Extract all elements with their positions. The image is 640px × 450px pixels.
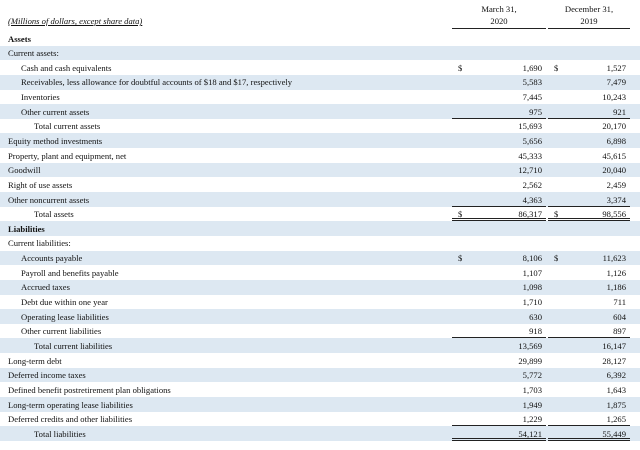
- value-march-2020: 1,710: [522, 297, 542, 308]
- value-december-2019: 921: [613, 106, 626, 117]
- value-december-2019: 1,126: [606, 267, 626, 278]
- value-december-2019-cell: [548, 46, 630, 61]
- value-december-2019: 10,243: [602, 92, 626, 103]
- value-december-2019: 16,147: [602, 340, 626, 351]
- value-december-2019: 45,615: [602, 150, 626, 161]
- value-december-2019: 55,449: [602, 428, 626, 439]
- value-december-2019-cell: [548, 133, 630, 148]
- value-march-2020: 1,949: [522, 399, 542, 410]
- row-label: Current assets:: [8, 48, 59, 59]
- value-march-2020-cell: [452, 148, 546, 163]
- row-label: Deferred income taxes: [8, 370, 86, 381]
- row-label: Assets: [8, 33, 31, 44]
- value-march-2020-cell: [452, 338, 546, 353]
- value-december-2019-cell: [548, 368, 630, 383]
- column-header-line: March 31,: [481, 4, 517, 14]
- value-december-2019: 28,127: [602, 355, 626, 366]
- value-december-2019-cell: [548, 90, 630, 105]
- value-december-2019: 98,556: [602, 209, 626, 220]
- table-row: [0, 338, 640, 353]
- value-march-2020: 15,693: [518, 121, 542, 132]
- table-row: [0, 426, 640, 441]
- row-label: Other current assets: [21, 106, 90, 117]
- value-december-2019-cell: [548, 412, 630, 427]
- value-december-2019: 897: [613, 326, 626, 337]
- currency-symbol: $: [458, 209, 463, 220]
- value-march-2020-cell: [452, 207, 546, 222]
- value-march-2020: 45,333: [518, 150, 542, 161]
- value-march-2020: 54,121: [518, 428, 542, 439]
- row-label: Other current liabilities: [21, 326, 102, 337]
- currency-symbol: $: [458, 62, 463, 73]
- value-march-2020-cell: [452, 309, 546, 324]
- value-march-2020: 13,569: [518, 340, 542, 351]
- row-label: Payroll and benefits payable: [21, 267, 119, 278]
- value-march-2020-cell: [452, 60, 546, 75]
- column-header-march-2020: [452, 3, 546, 29]
- row-label: Accrued taxes: [21, 282, 70, 293]
- table-row: [0, 148, 640, 163]
- value-december-2019: 1,875: [606, 399, 626, 410]
- value-march-2020-cell: [452, 31, 546, 46]
- value-march-2020-cell: [452, 265, 546, 280]
- value-december-2019-cell: [548, 353, 630, 368]
- value-march-2020-cell: [452, 192, 546, 207]
- value-december-2019: 20,170: [602, 121, 626, 132]
- value-december-2019-cell: [548, 382, 630, 397]
- table-row: [0, 309, 640, 324]
- value-march-2020-cell: [452, 353, 546, 368]
- currency-symbol: $: [554, 209, 559, 220]
- currency-symbol: $: [554, 253, 559, 264]
- value-march-2020-cell: [452, 46, 546, 61]
- table-body: [0, 31, 640, 441]
- value-december-2019: 604: [613, 311, 626, 322]
- row-label: Other noncurrent assets: [8, 194, 90, 205]
- value-december-2019: 6,898: [606, 135, 626, 146]
- value-march-2020-cell: [452, 397, 546, 412]
- row-label: Current liabilities:: [8, 238, 71, 249]
- value-march-2020-cell: [452, 104, 546, 119]
- table-header: [0, 0, 640, 31]
- value-december-2019-cell: [548, 207, 630, 222]
- row-label: Total liabilities: [34, 428, 86, 439]
- value-december-2019: 1,527: [606, 62, 626, 73]
- row-label: Operating lease liabilities: [21, 311, 109, 322]
- table-row: [0, 207, 640, 222]
- value-march-2020: 4,363: [522, 194, 542, 205]
- column-header-line: December 31,: [564, 4, 614, 14]
- value-march-2020-cell: [452, 163, 546, 178]
- value-march-2020-cell: [452, 90, 546, 105]
- value-march-2020: 12,710: [518, 165, 542, 176]
- value-march-2020: 1,690: [522, 62, 542, 73]
- value-december-2019-cell: [548, 75, 630, 90]
- value-december-2019-cell: [548, 60, 630, 75]
- column-header-line: 2020: [490, 16, 508, 26]
- row-label: Total assets: [34, 209, 74, 220]
- value-december-2019-cell: [548, 221, 630, 236]
- row-label: Long-term debt: [8, 355, 62, 366]
- table-row: [0, 104, 640, 119]
- value-december-2019-cell: [548, 426, 630, 441]
- row-label: Accounts payable: [21, 253, 83, 264]
- value-december-2019-cell: [548, 177, 630, 192]
- value-march-2020: 975: [529, 106, 542, 117]
- value-december-2019: 20,040: [602, 165, 626, 176]
- value-march-2020-cell: [452, 133, 546, 148]
- value-march-2020: 5,656: [522, 135, 542, 146]
- value-december-2019: 1,186: [606, 282, 626, 293]
- value-december-2019-cell: [548, 265, 630, 280]
- table-row: [0, 133, 640, 148]
- table-row: [0, 412, 640, 427]
- value-december-2019-cell: [548, 397, 630, 412]
- value-march-2020-cell: [452, 177, 546, 192]
- table-row: [0, 90, 640, 105]
- value-march-2020: 630: [529, 311, 542, 322]
- table-row: [0, 75, 640, 90]
- table-row: [0, 353, 640, 368]
- column-header-december-2019: [548, 3, 630, 29]
- value-december-2019-cell: [548, 324, 630, 339]
- value-december-2019-cell: [548, 148, 630, 163]
- table-row: [0, 368, 640, 383]
- value-march-2020-cell: [452, 280, 546, 295]
- value-december-2019: 2,459: [606, 179, 626, 190]
- value-march-2020-cell: [452, 324, 546, 339]
- value-march-2020-cell: [452, 251, 546, 266]
- row-label: Defined benefit postretirement plan obligations: [8, 384, 171, 395]
- row-label: Inventories: [21, 92, 60, 103]
- table-row: [0, 382, 640, 397]
- row-label: Equity method investments: [8, 135, 103, 146]
- value-march-2020-cell: [452, 75, 546, 90]
- row-label: Liabilities: [8, 223, 45, 234]
- value-march-2020-cell: [452, 119, 546, 134]
- table-row: [0, 31, 640, 46]
- table-row: [0, 60, 640, 75]
- value-march-2020-cell: [452, 368, 546, 383]
- table-row: [0, 119, 640, 134]
- row-label: Total current assets: [34, 121, 101, 132]
- currency-symbol: $: [554, 62, 559, 73]
- value-december-2019-cell: [548, 251, 630, 266]
- table-row: [0, 46, 640, 61]
- value-march-2020: 1,229: [522, 414, 542, 425]
- currency-symbol: $: [458, 253, 463, 264]
- value-march-2020: 2,562: [522, 179, 542, 190]
- row-label: Right of use assets: [8, 179, 73, 190]
- value-march-2020-cell: [452, 295, 546, 310]
- value-december-2019-cell: [548, 192, 630, 207]
- table-row: [0, 236, 640, 251]
- row-label: Debt due within one year: [21, 297, 108, 308]
- value-march-2020: 86,317: [518, 209, 542, 220]
- value-march-2020-cell: [452, 412, 546, 427]
- row-label: Goodwill: [8, 165, 41, 176]
- table-row: [0, 265, 640, 280]
- value-december-2019: 1,643: [606, 384, 626, 395]
- table-row: [0, 221, 640, 236]
- value-december-2019: 1,265: [606, 414, 626, 425]
- value-december-2019-cell: [548, 236, 630, 251]
- value-december-2019: 3,374: [606, 194, 626, 205]
- value-march-2020-cell: [452, 426, 546, 441]
- value-march-2020-cell: [452, 236, 546, 251]
- value-march-2020: 29,899: [518, 355, 542, 366]
- units-caption: (Millions of dollars, except share data): [8, 16, 143, 26]
- value-march-2020: 1,098: [522, 282, 542, 293]
- value-december-2019: 711: [613, 297, 626, 308]
- value-december-2019-cell: [548, 295, 630, 310]
- row-label: Long-term operating lease liabilities: [8, 399, 133, 410]
- value-december-2019-cell: [548, 163, 630, 178]
- value-december-2019-cell: [548, 280, 630, 295]
- table-row: [0, 163, 640, 178]
- table-row: [0, 397, 640, 412]
- row-label: Receivables, less allowance for doubtful accounts of $18 and $17, respectively: [21, 77, 293, 88]
- value-march-2020: 1,703: [522, 384, 542, 395]
- value-march-2020: 1,107: [522, 267, 542, 278]
- value-march-2020: 7,445: [522, 92, 542, 103]
- value-december-2019-cell: [548, 309, 630, 324]
- value-march-2020: 5,772: [522, 370, 542, 381]
- value-december-2019: 7,479: [606, 77, 626, 88]
- table-row: [0, 177, 640, 192]
- table-row: [0, 280, 640, 295]
- value-december-2019-cell: [548, 104, 630, 119]
- table-row: [0, 324, 640, 339]
- row-label: Cash and cash equivalents: [21, 62, 112, 73]
- value-march-2020: 8,106: [522, 253, 542, 264]
- value-march-2020-cell: [452, 382, 546, 397]
- value-december-2019-cell: [548, 119, 630, 134]
- value-december-2019-cell: [548, 31, 630, 46]
- row-label: Total current liabilities: [34, 340, 113, 351]
- value-march-2020: 918: [529, 326, 542, 337]
- table-row: [0, 295, 640, 310]
- table-row: [0, 192, 640, 207]
- value-march-2020-cell: [452, 221, 546, 236]
- value-december-2019: 11,623: [602, 253, 626, 264]
- column-header-line: 2019: [580, 16, 598, 26]
- table-row: [0, 251, 640, 266]
- row-label: Property, plant and equipment, net: [8, 150, 127, 161]
- value-march-2020: 5,583: [522, 77, 542, 88]
- row-label: Deferred credits and other liabilities: [8, 414, 133, 425]
- value-december-2019-cell: [548, 338, 630, 353]
- value-december-2019: 6,392: [606, 370, 626, 381]
